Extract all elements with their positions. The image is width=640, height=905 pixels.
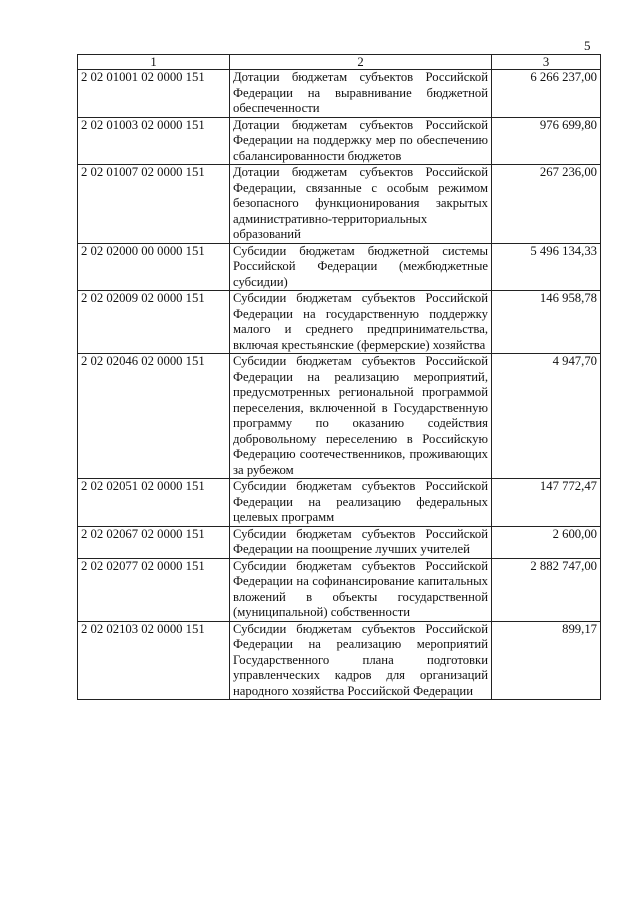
revenue-code: 2 02 02077 02 0000 151 [78, 558, 230, 621]
column-header-3: 3 [492, 55, 601, 70]
revenue-amount: 899,17 [492, 621, 601, 700]
revenue-amount: 2 600,00 [492, 526, 601, 558]
column-header-2: 2 [230, 55, 492, 70]
table-row [78, 558, 601, 621]
revenue-description: Субсидии бюджетам субъектов Российской Федерации на софинансирование капитальных вложений в объекты государственной (муниципальной) собственности [230, 558, 492, 621]
table-row [78, 291, 601, 354]
header-row [78, 55, 601, 70]
budget-table [77, 54, 601, 700]
revenue-description: Субсидии бюджетам бюджетной системы Российской Федерации (межбюджетные субсидии) [230, 243, 492, 291]
revenue-code: 2 02 02103 02 0000 151 [78, 621, 230, 700]
revenue-description: Дотации бюджетам субъектов Российской Федерации на выравнивание бюджетной обеспеченности [230, 70, 492, 118]
table-row [78, 243, 601, 291]
revenue-description: Субсидии бюджетам субъектов Российской Федерации на поощрение лучших учителей [230, 526, 492, 558]
revenue-amount: 6 266 237,00 [492, 70, 601, 118]
revenue-amount: 4 947,70 [492, 354, 601, 479]
table-row [78, 70, 601, 118]
table-row [78, 165, 601, 244]
revenue-code: 2 02 02000 00 0000 151 [78, 243, 230, 291]
revenue-code: 2 02 01001 02 0000 151 [78, 70, 230, 118]
table-row [78, 117, 601, 165]
table-row [78, 621, 601, 700]
page-number: 5 [584, 38, 591, 53]
revenue-code: 2 02 01007 02 0000 151 [78, 165, 230, 244]
revenue-code: 2 02 02046 02 0000 151 [78, 354, 230, 479]
revenue-code: 2 02 02051 02 0000 151 [78, 479, 230, 527]
revenue-code: 2 02 02009 02 0000 151 [78, 291, 230, 354]
revenue-description: Субсидии бюджетам субъектов Российской Федерации на государственную поддержку малого и среднего предпринимательства, включая крестьянские (фермерские) хозяйства [230, 291, 492, 354]
revenue-amount: 976 699,80 [492, 117, 601, 165]
revenue-description: Субсидии бюджетам субъектов Российской Федерации на реализацию мероприятий Государственного плана подготовки управленческих кадров для организаций народного хозяйства Российской Федерации [230, 621, 492, 700]
revenue-code: 2 02 02067 02 0000 151 [78, 526, 230, 558]
revenue-description: Субсидии бюджетам субъектов Российской Федерации на реализацию мероприятий, предусмотренных региональной программой переселения, включенной в Государственную программу по оказанию содействия добровольному переселению в Российскую Федерацию соотечественников, проживающих за рубежом [230, 354, 492, 479]
revenue-description: Субсидии бюджетам субъектов Российской Федерации на реализацию федеральных целевых программ [230, 479, 492, 527]
table-row [78, 354, 601, 479]
revenue-amount: 2 882 747,00 [492, 558, 601, 621]
revenue-description: Дотации бюджетам субъектов Российской Федерации на поддержку мер по обеспечению сбалансированности бюджетов [230, 117, 492, 165]
revenue-amount: 146 958,78 [492, 291, 601, 354]
revenue-amount: 267 236,00 [492, 165, 601, 244]
column-header-1: 1 [78, 55, 230, 70]
table-row [78, 526, 601, 558]
revenue-description: Дотации бюджетам субъектов Российской Федерации, связанные с особым режимом безопасного функционирования закрытых административно-территориальных образований [230, 165, 492, 244]
revenue-code: 2 02 01003 02 0000 151 [78, 117, 230, 165]
revenue-amount: 5 496 134,33 [492, 243, 601, 291]
revenue-amount: 147 772,47 [492, 479, 601, 527]
table-row [78, 479, 601, 527]
